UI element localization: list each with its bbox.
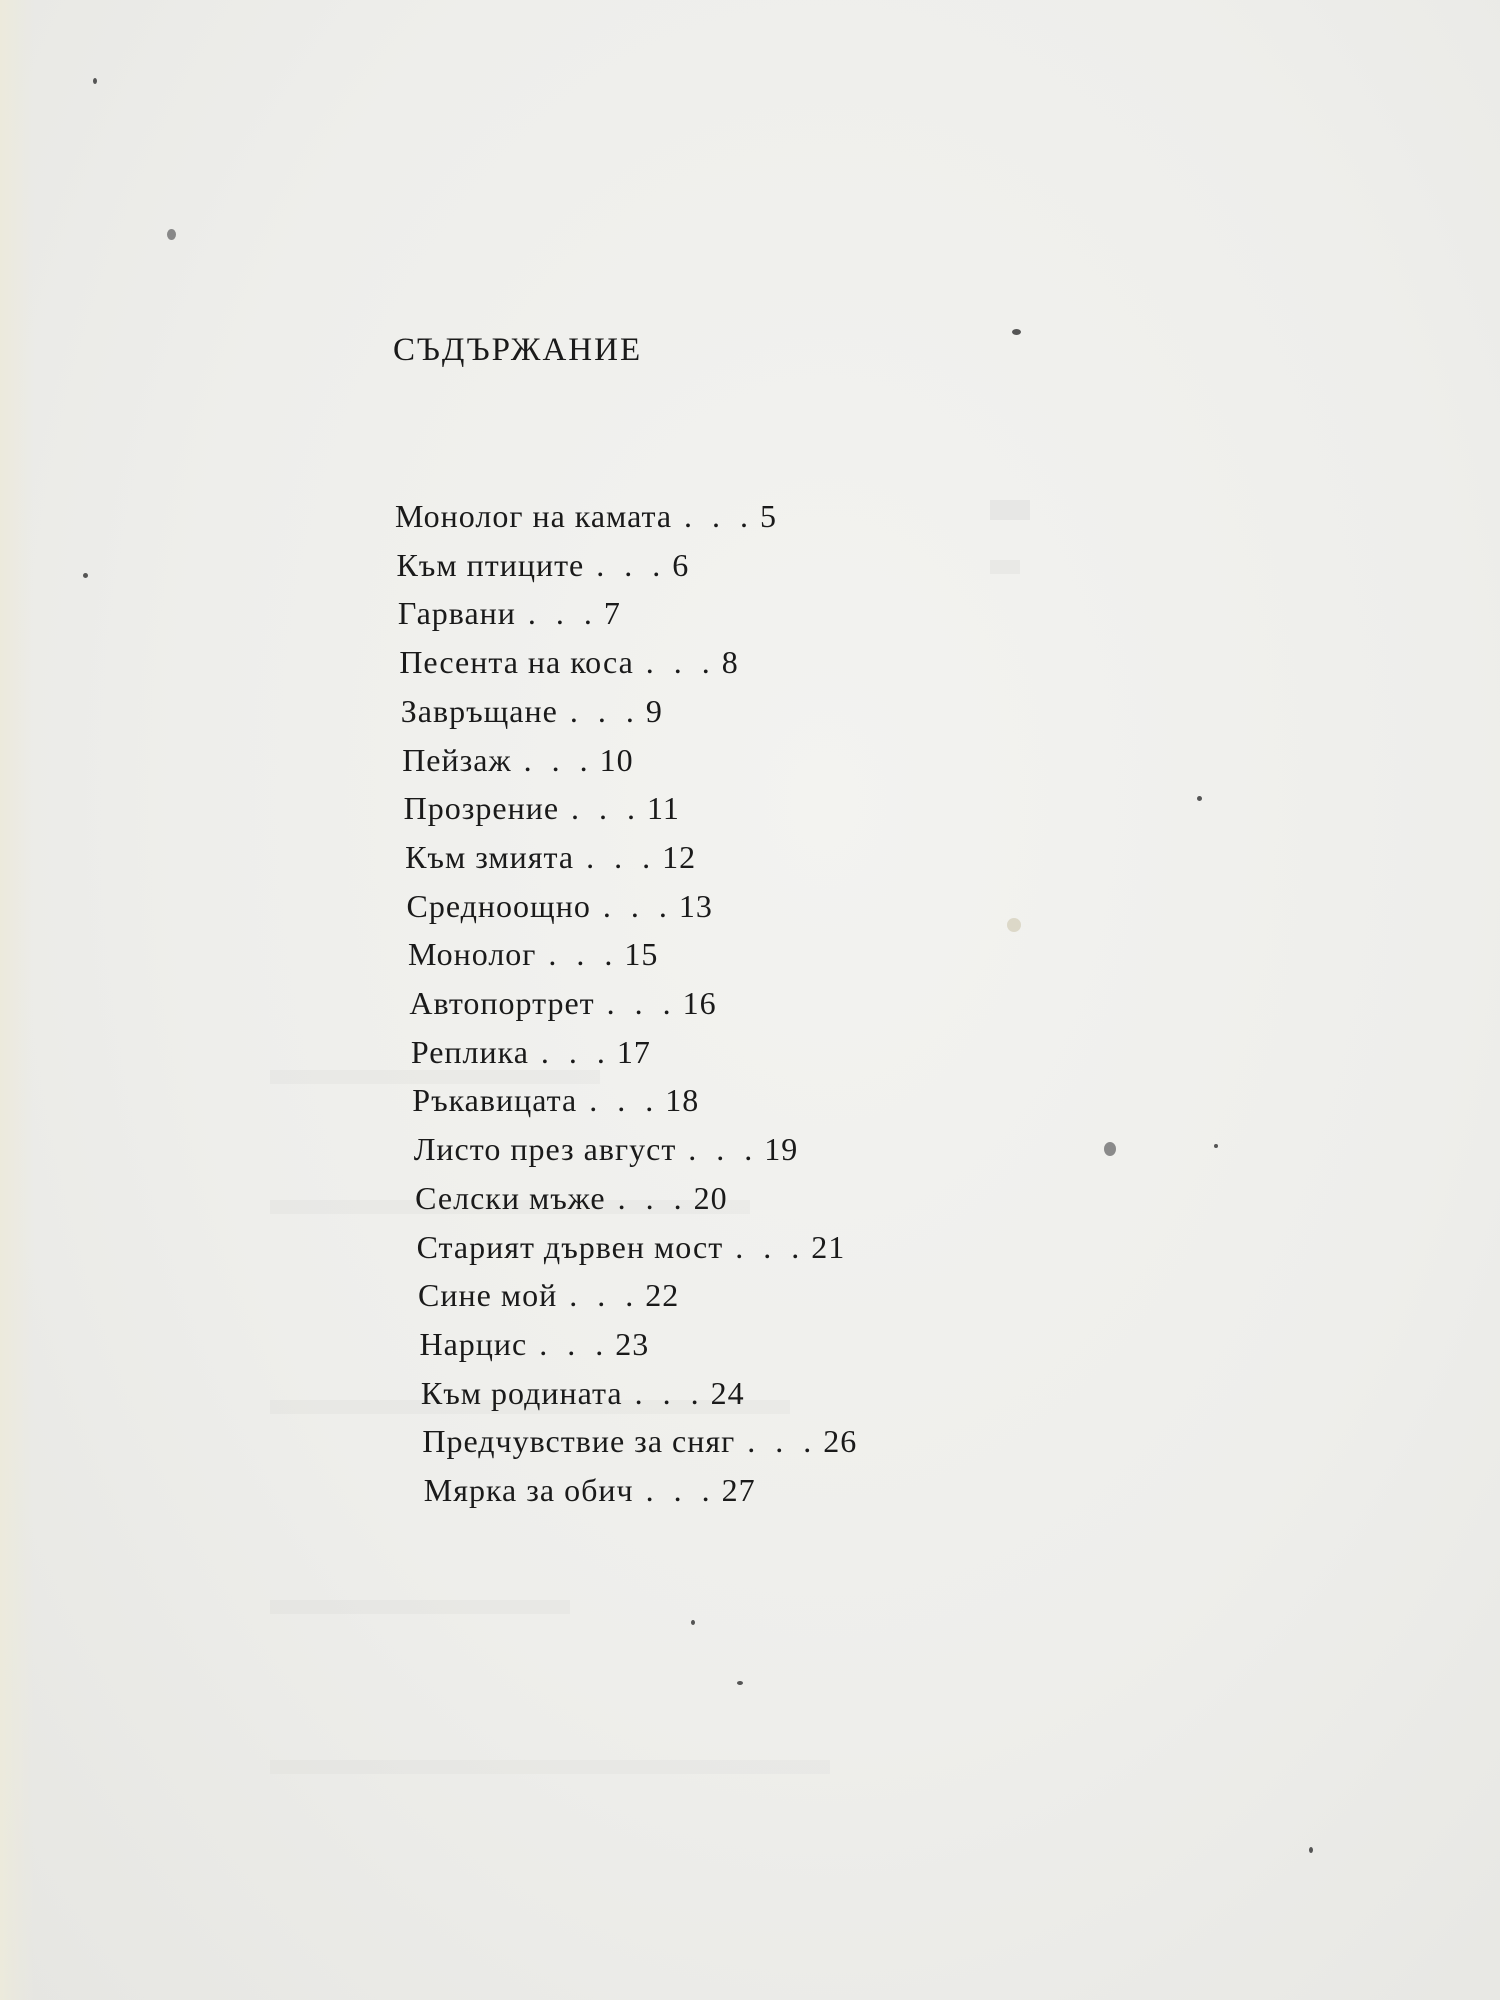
toc-entry-title: Към птиците (396, 546, 585, 583)
dust-speck (1197, 796, 1202, 801)
toc-entry-page-number: 23 (615, 1325, 650, 1362)
toc-entry (399, 642, 738, 682)
dust-speck (1007, 918, 1021, 932)
toc-entry-dots: . . . (589, 1082, 660, 1119)
dust-speck (691, 1620, 695, 1625)
toc-entry-title: Листо през август (413, 1131, 677, 1168)
dust-speck (1309, 1847, 1313, 1853)
toc-entry-page-number: 7 (603, 595, 621, 632)
toc-entry-title: Завръщане (400, 692, 558, 729)
toc-entry (405, 837, 696, 877)
toc-entry-title: Песента на коса (399, 644, 634, 681)
toc-entry-dots: . . . (523, 741, 594, 778)
toc-entry (401, 691, 663, 731)
toc-entry (424, 1470, 756, 1510)
toc-entry-title: Селски мъже (415, 1179, 606, 1216)
toc-entry (414, 1129, 799, 1169)
toc-entry-title: Прозрение (403, 790, 560, 827)
toc-entry-dots: . . . (586, 838, 657, 875)
toc-entry-dots: . . . (569, 1277, 640, 1314)
toc-entry-title: Старият дървен мост (416, 1228, 724, 1265)
toc-entry-page-number: 11 (647, 790, 680, 827)
toc-entry-page-number: 5 (760, 498, 778, 534)
dust-speck (93, 78, 97, 84)
toc-entry-title: Монолог на камата (395, 498, 673, 534)
toc-entry-dots: . . . (569, 692, 640, 729)
toc-entry-title: Към родината (420, 1374, 623, 1411)
toc-entry-dots: . . . (548, 936, 619, 973)
toc-entry-dots: . . . (606, 985, 677, 1021)
toc-entry-page-number: 22 (645, 1277, 680, 1314)
toc-entry-title: Към змията (405, 838, 575, 875)
toc-entry-page-number: 18 (665, 1082, 700, 1119)
toc-entry (408, 934, 658, 974)
toc-entry-page-number: 27 (721, 1472, 756, 1508)
toc-entry-page-number: 12 (662, 838, 697, 875)
toc-entry-page-number: 16 (682, 985, 717, 1021)
toc-entry-page-number: 8 (721, 644, 739, 681)
toc-entry-title: Сине мой (418, 1277, 558, 1314)
toc-entry (404, 788, 680, 828)
toc-entry-title: Мярка за обич (423, 1472, 634, 1508)
toc-entry (415, 1178, 727, 1218)
toc-entry-dots: . . . (527, 595, 598, 632)
toc-entry (409, 983, 716, 1023)
toc-entry (417, 1227, 846, 1267)
toc-entry (422, 1421, 857, 1461)
toc-entry-page-number: 10 (599, 741, 634, 778)
toc-entry-page-number: 26 (823, 1423, 858, 1460)
toc-entry-dots: . . . (747, 1423, 818, 1460)
toc-entry-dots: . . . (540, 1033, 611, 1070)
dust-speck (1012, 329, 1021, 335)
toc-entry-page-number: 24 (710, 1374, 745, 1411)
toc-entry (411, 1032, 651, 1072)
toc-entry (412, 1080, 699, 1120)
toc-entry-title: Реплика (410, 1033, 529, 1070)
dust-speck (737, 1681, 743, 1685)
toc-entry (395, 496, 777, 536)
toc-entry-page-number: 21 (811, 1228, 846, 1265)
toc-entry-dots: . . . (735, 1228, 806, 1265)
toc-entry (407, 886, 713, 926)
toc-entry-page-number: 13 (678, 887, 713, 924)
toc-entry (396, 545, 689, 585)
toc-entry-page-number: 9 (645, 692, 663, 729)
toc-entry-title: Ръкавицата (412, 1082, 578, 1119)
toc-entry-dots: . . . (602, 887, 673, 924)
toc-entry-title: Предчувствие за сняг (422, 1423, 736, 1460)
toc-entry-dots: . . . (634, 1374, 705, 1411)
toc-entry (421, 1373, 745, 1413)
dust-speck (1104, 1142, 1116, 1156)
toc-entry-title: Средноощно (406, 887, 591, 924)
toc-entry-dots: . . . (596, 546, 667, 583)
toc-entry-dots: . . . (539, 1325, 610, 1362)
page-title: СЪДЪРЖАНИЕ (393, 332, 643, 368)
dust-speck (1214, 1144, 1218, 1148)
toc-entry-title: Гарвани (397, 595, 516, 632)
toc-entry-page-number: 15 (624, 936, 659, 973)
toc-entry (398, 593, 621, 633)
toc-entry-title: Автопортрет (409, 985, 595, 1021)
toc-entry (419, 1324, 649, 1364)
toc-entry-page-number: 17 (616, 1033, 651, 1070)
dust-speck (167, 229, 176, 240)
dust-speck (83, 573, 88, 578)
toc-entry-dots: . . . (688, 1131, 759, 1168)
toc-entry-dots: . . . (645, 1472, 716, 1508)
toc-entry-page-number: 19 (764, 1131, 799, 1168)
toc-entry-title: Пейзаж (402, 741, 512, 778)
toc-entry-dots: . . . (684, 498, 755, 534)
toc-entry-page-number: 20 (693, 1179, 728, 1216)
toc-entry (418, 1275, 679, 1315)
toc-entry-dots: . . . (571, 790, 642, 827)
toc-entry-page-number: 6 (672, 546, 690, 583)
toc-entry-dots: . . . (617, 1179, 688, 1216)
toc-entry-dots: . . . (645, 644, 716, 681)
toc-entry-title: Монолог (407, 936, 537, 973)
toc-entry-title: Нарцис (419, 1325, 528, 1362)
toc-entry (402, 740, 633, 780)
